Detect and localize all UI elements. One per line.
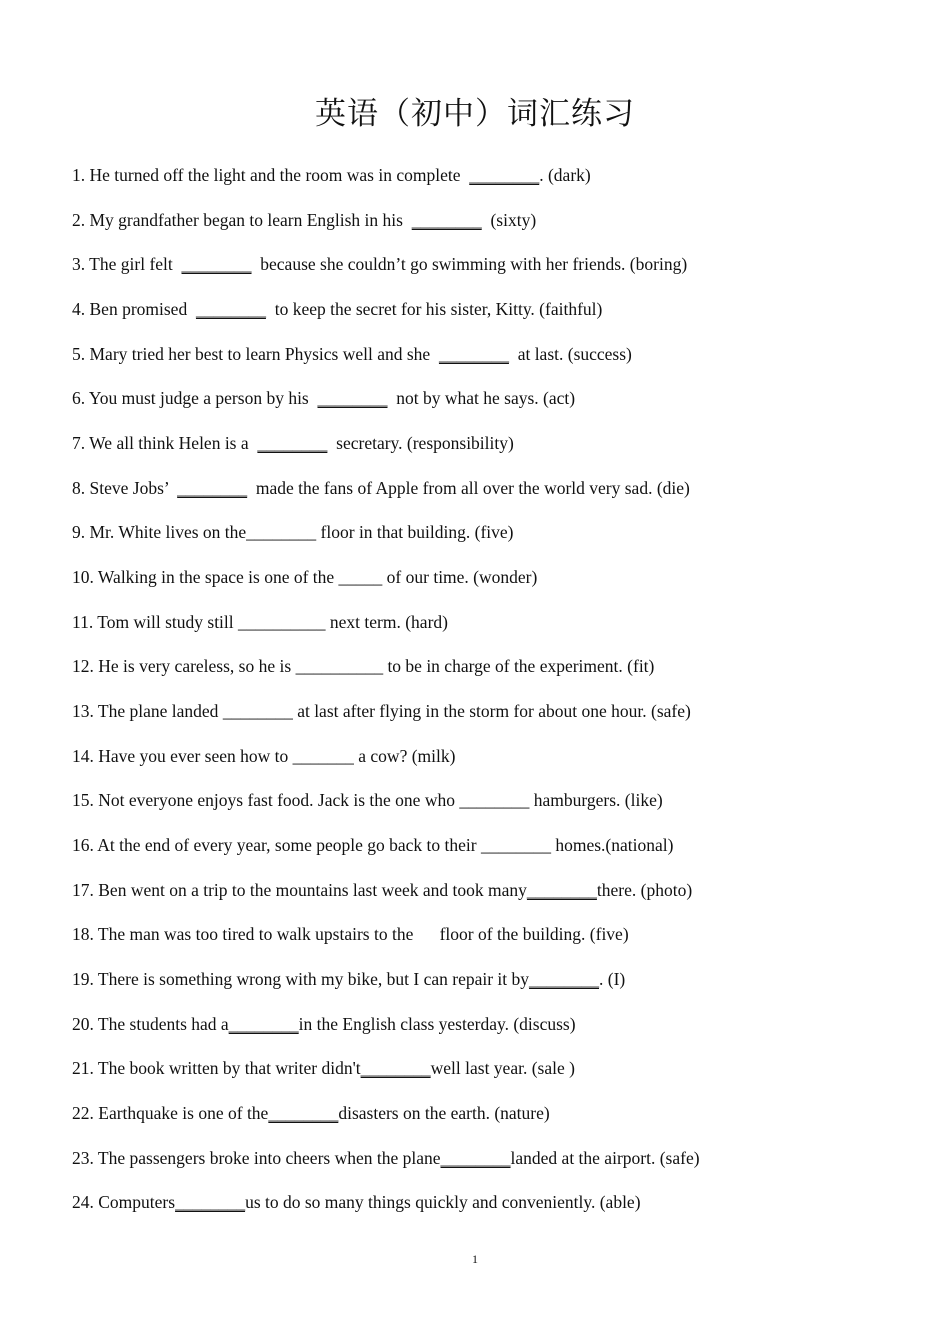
question-10: 10. Walking in the space is one of the _____ of our time. (wonder) — [72, 567, 538, 587]
question-11: 11. Tom will study still __________ next term. (hard) — [72, 612, 448, 632]
question-3: 3. The girl felt ________ because she couldn’t go swimming with her friends. (boring) — [72, 254, 688, 274]
question-22: 22. Earthquake is one of the________disasters on the earth. (nature) — [72, 1103, 550, 1123]
answer-blank: ________ — [257, 433, 328, 453]
question-23: 23. The passengers broke into cheers when the plane________landed at the airport. (safe) — [72, 1148, 700, 1168]
question-2: 2. My grandfather began to learn English in his ________ (sixty) — [72, 210, 537, 230]
question-4: 4. Ben promised ________ to keep the secret for his sister, Kitty. (faithful) — [72, 299, 603, 319]
question-7: 7. We all think Helen is a ________ secretary. (responsibility) — [72, 433, 514, 453]
question-19: 19. There is something wrong with my bike, but I can repair it by________. (I) — [72, 969, 626, 989]
answer-blank: ________ — [195, 299, 266, 319]
answer-blank: ________ — [440, 1148, 511, 1168]
answer-blank: ________ — [177, 478, 248, 498]
answer-blank: ________ — [228, 1014, 299, 1034]
answer-blank: ________ — [360, 1058, 431, 1078]
answer-blank: ________ — [411, 210, 482, 230]
answer-blank: ________ — [268, 1103, 339, 1123]
question-5: 5. Mary tried her best to learn Physics well and she ________ at last. (success) — [72, 344, 632, 364]
answer-blank: ________ — [317, 388, 388, 408]
question-1: 1. He turned off the light and the room was in complete ________. (dark) — [72, 165, 591, 185]
answer-blank: ________ — [181, 254, 252, 274]
page-title: 英语（初中）词汇练习 — [315, 96, 635, 132]
answer-blank: ________ — [529, 969, 600, 989]
question-6: 6. You must judge a person by his ________ not by what he says. (act) — [72, 388, 576, 408]
question-17: 17. Ben went on a trip to the mountains last week and took many________there. (photo) — [72, 880, 693, 900]
question-8: 8. Steve Jobs’ ________ made the fans of Apple from all over the world very sad. (die) — [72, 478, 690, 498]
question-24: 24. Computers________us to do so many things quickly and conveniently. (able) — [72, 1192, 641, 1212]
question-18: 18. The man was too tired to walk upstairs to the floor of the building. (five) — [72, 924, 629, 944]
question-14: 14. Have you ever seen how to _______ a cow? (milk) — [72, 746, 456, 766]
answer-blank: ________ — [469, 165, 540, 185]
question-20: 20. The students had a________in the English class yesterday. (discuss) — [72, 1014, 576, 1034]
page-number: 1 — [472, 1252, 478, 1266]
answer-blank: ________ — [438, 344, 509, 364]
question-21: 21. The book written by that writer didn't________well last year. (sale ) — [72, 1058, 575, 1078]
answer-blank: ________ — [175, 1192, 246, 1212]
question-9: 9. Mr. White lives on the________ floor in that building. (five) — [72, 522, 514, 542]
question-12: 12. He is very careless, so he is __________ to be in charge of the experiment. (fit) — [72, 656, 655, 676]
question-13: 13. The plane landed ________ at last after flying in the storm for about one hour. (safe) — [72, 701, 691, 721]
question-16: 16. At the end of every year, some people go back to their ________ homes.(national) — [72, 835, 674, 855]
question-15: 15. Not everyone enjoys fast food. Jack is the one who ________ hamburgers. (like) — [72, 790, 663, 810]
answer-blank: ________ — [526, 880, 597, 900]
